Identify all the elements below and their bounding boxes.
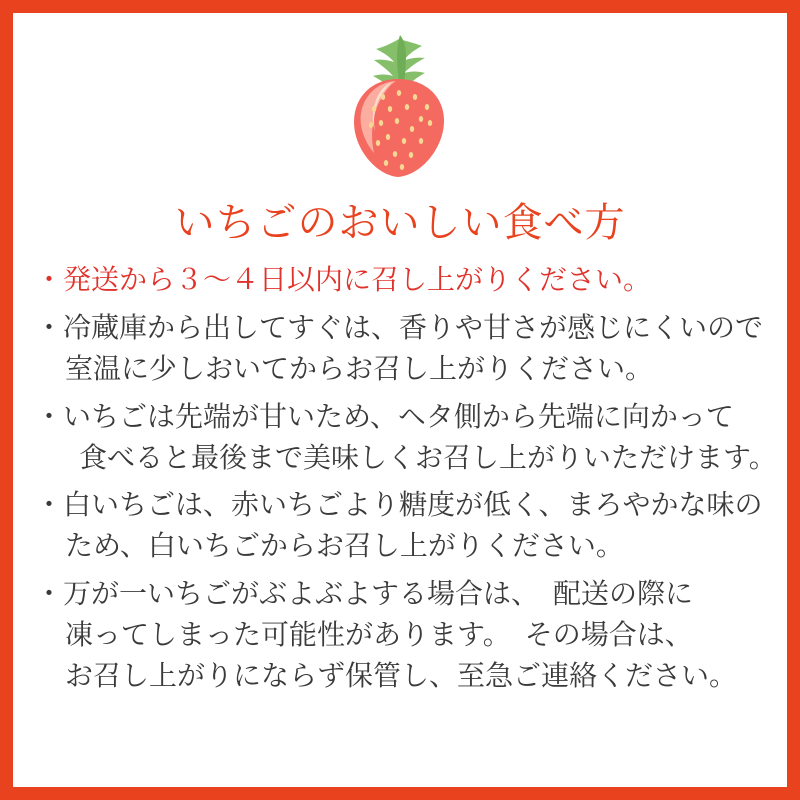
poster-inner [13,13,787,787]
list-item-line: ・ 発送から３～４日以内に召し上がりください。 [35,261,769,302]
strawberry-icon [326,27,474,179]
list-item [35,261,769,302]
list-item-line: ・ いちごは先端が甘いため、ヘタ側から先端に向かって [35,398,769,439]
list-item-line: ・ 冷蔵庫から出してすぐは、香りや甘さが感じにくいので [35,309,769,350]
list-item [35,575,769,698]
list-item-line: ため、白いちごからお召し上がりください。 [65,531,624,563]
list-item-line: ・ 白いちごは、赤いちごより糖度が低く、まろやかな味の [35,486,769,527]
tips-list [35,261,777,705]
list-item-line: 食べると最後まで美味しくお召し上がりいただけます。 [79,442,777,474]
list-item [35,398,777,480]
strawberry-illustration [13,27,787,187]
list-item-line: お召し上がりにならず保管し、至急ご連絡ください。 [65,660,738,692]
list-item-line: ・ 万が一いちごがぶよぶよする場合は、 配送の際に [35,575,769,616]
list-item [35,486,769,568]
list-item [35,309,769,391]
page-title: いちごのおいしい食べ方 [174,200,626,245]
list-item-line: 凍ってしまった可能性があります。 その場合は、 [65,620,693,651]
list-item-line: 室温に少しおいてからお召し上がりください。 [65,353,654,385]
